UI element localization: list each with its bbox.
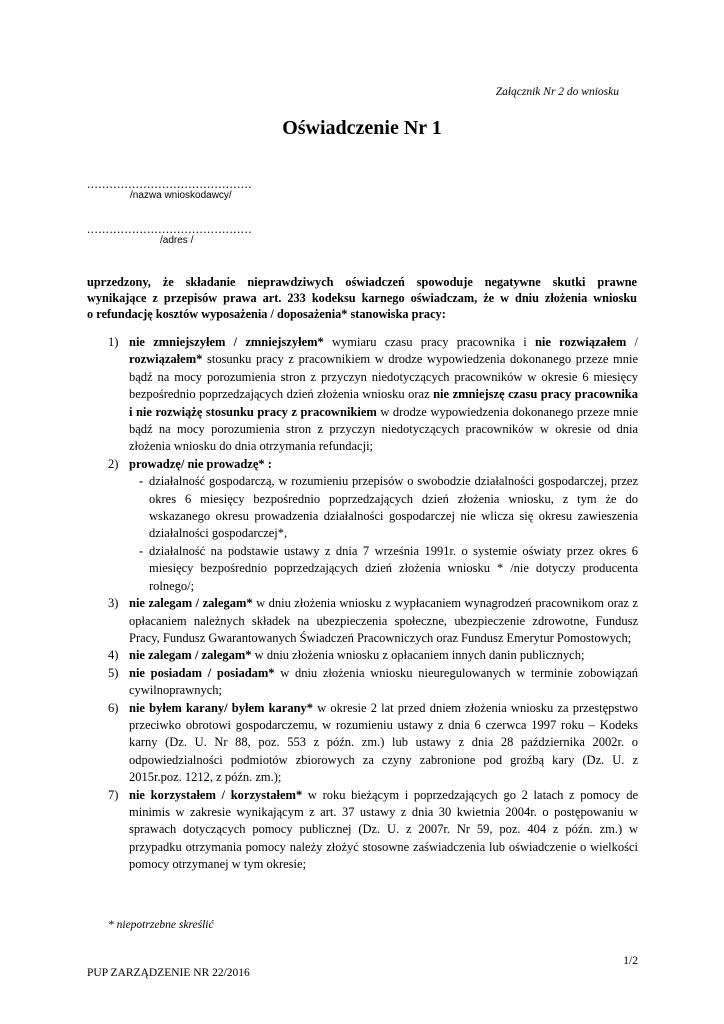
statement-item-3	[108, 595, 638, 647]
item-number: 1)	[108, 335, 119, 349]
item-number: 3)	[108, 596, 119, 611]
sub-item-text: działalność na podstawie ustawy z dnia 7 września 1991r. o systemie oświaty przez okres 6 miesięcy bezpośrednio poprzedzających dzień złożenia wniosku * /nie dotyczy producenta rolnego/;	[149, 543, 638, 593]
sub-item	[129, 473, 638, 543]
item-number: 6)	[108, 700, 119, 715]
item-text: stosunku pracy z pracownikiem w drodze wypowiedzenia dokonanego przeze mnie bądź na mocy porozumienia stron z przyczyn niedotyczących pracowników w okresie 6 miesięcy bezpośrednio poprzedzających dzień złożenia wniosku oraz	[129, 352, 638, 402]
applicant-name-hint: /nazwa wnioskodawcy/	[130, 190, 232, 201]
item-bold: nie rozwiązałem	[534, 335, 627, 349]
item-bold: rozwiązałem*	[129, 352, 203, 367]
statement-item-4	[108, 647, 638, 664]
item-number: 7)	[108, 787, 119, 802]
statement-item-5	[108, 665, 638, 700]
applicant-address-dots: ............................................	[87, 221, 252, 236]
statement-item-7	[108, 787, 638, 874]
document-title: Oświadczenie Nr 1	[282, 117, 442, 139]
item-bold: nie byłem karany/ byłem karany*	[129, 700, 314, 715]
item-bold: nie posiadam / posiadam*	[129, 665, 275, 680]
item-bold: nie zalegam / zalegam*	[129, 596, 253, 611]
item-bold: nie zmniejszyłem / zmniejszyłem*	[129, 335, 324, 349]
item-bold: nie korzystałem / korzystałem*	[129, 787, 303, 802]
sub-item-dash: -	[139, 543, 144, 558]
item-text: w drodze wypowiedzenia dokonanego przeze mnie bądź na mocy porozumienia stron z przyczyn niedotyczących pracowników w okresie od dnia złożenia wniosku do dnia otrzymania refundacji;	[129, 404, 638, 454]
intro-paragraph	[87, 274, 637, 322]
attachment-label: Załącznik Nr 2 do wniosku	[495, 86, 619, 98]
item-text: w dniu złożenia wniosku nieuregulowanych w terminie zobowiązań cywilnoprawnych;	[129, 665, 638, 698]
intro-line: uprzedzony, że składanie nieprawdziwych oświadczeń spowoduje negatywne skutki prawne	[87, 275, 637, 289]
item-text: w okresie 2 lat przed dniem złożenia wniosku za przestępstwo przeciwko obrotowi gospodarczemu, w rozumieniu ustawy z dnia 6 czerwca 1997 roku – Kodeks karny (Dz. U. Nr 88, poz. 553 z późn. zm.) lub ustawy z dnia 28 października 2002r. o odpowiedzialności podmiotów zbiorowych za czyny zabronione pod groźbą kary (Dz. U. z 2015r.poz. 1212, z późn. zm.);	[129, 700, 638, 785]
statement-item-6	[108, 700, 638, 787]
applicant-address-hint: /adres /	[160, 235, 194, 246]
item-text: w dniu złożenia wniosku z wypłacaniem wynagrodzeń pracownikom oraz z opłacaniem należnych składek na ubezpieczenia społeczne, ubezpieczenie zdrowotne, Fundusz Pracy, Fundusz Gwarantowanych Świadczeń Pracowniczych oraz Fundusz Emerytur Pomostowych;	[129, 596, 638, 645]
sub-item	[129, 543, 638, 595]
statement-item-2	[108, 456, 638, 595]
page-number: 1/2	[623, 955, 638, 967]
item-bold: nie zalegam / zalegam*	[129, 648, 252, 663]
item-text: w roku bieżącym i poprzedzających go 2 latach z pomocy de minimis w zakresie wynikającym z art. 37 ustawy z dnia 30 kwietnia 2004r. o postępowaniu w sprawach dotyczących pomocy publicznej (Dz. U. z 2007r. Nr 59, poz. 404 z późn. zm.) w przypadku otrzymania pomocy należy złożyć stosowne zaświadczenia lub oświadczenie o wielkości pomocy otrzymanej w tym okresie;	[129, 787, 639, 872]
item-number: 2)	[108, 456, 119, 471]
intro-line: o refundację kosztów wyposażenia / doposażenia* stanowiska pracy:	[87, 307, 446, 321]
item-bold: nie zmniejszę czasu pracy pracownika i nie rozwiążę stosunku pracy z pracownikiem	[129, 387, 638, 419]
sub-item-text: działalność gospodarczą, w rozumieniu przepisów o swobodzie działalności gospodarczej, przez okres 6 miesięcy bezpośrednio poprzedzających dzień złożenia wniosku, z tym że do wskazanego okresu prowadzenia działalności gospodarczej nie wlicza się okresu zawieszenia działalności gospodarczej*,	[149, 474, 638, 541]
footnote: * niepotrzebne skreślić	[108, 919, 214, 931]
item-text: wymiaru czasu pracy pracownika i	[323, 335, 535, 349]
statement-item-1	[108, 334, 638, 456]
applicant-name-dots: ............................................	[87, 176, 252, 191]
item-text: w dniu złożenia wniosku z opłacaniem innych danin publicznych;	[251, 648, 585, 663]
footer-order-ref: PUP ZARZĄDZENIE NR 22/2016	[87, 967, 250, 979]
item-number: 5)	[108, 665, 119, 680]
item-bold: prowadzę/ nie prowadzę* :	[129, 456, 272, 471]
item-text: /	[626, 335, 638, 349]
item-number: 4)	[108, 648, 119, 663]
intro-line: wynikające z przepisów prawa art. 233 kodeksu karnego oświadczam, że w dniu złożenia wniosku	[87, 291, 637, 305]
sub-item-dash: -	[139, 474, 144, 489]
statement-list	[108, 334, 638, 874]
